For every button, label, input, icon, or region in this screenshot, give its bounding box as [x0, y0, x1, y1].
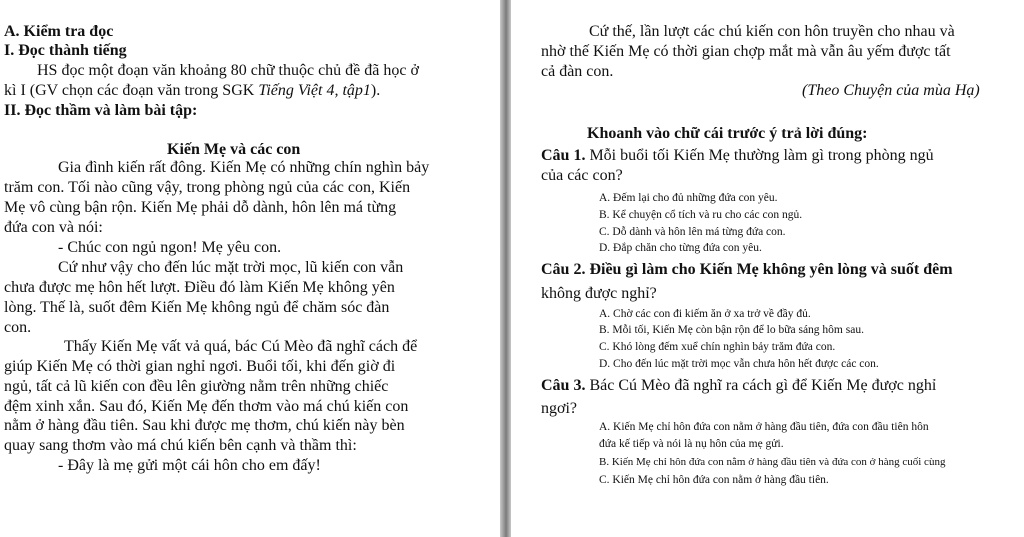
story-line: giúp Kiến Mẹ có thời gian nghỉ ngơi. Buổi tối, khi đến giờ đi	[4, 358, 396, 375]
q2-option-d: D. Cho đến lúc mặt trời mọc vẫn chưa hôn hết được các con.	[599, 358, 879, 370]
story-line: - Chúc con ngủ ngon! Mẹ yêu con.	[58, 239, 282, 256]
question-2-cont: không được nghỉ?	[541, 285, 657, 302]
q3-option-a: A. Kiến Mẹ chỉ hôn đứa con nằm ở hàng đầu tiên, đứa con đầu tiên hôn	[599, 421, 929, 433]
question-3-cont: ngơi?	[541, 400, 578, 417]
page-divider	[500, 0, 511, 537]
q2-option-a: A. Chờ các con đi kiếm ăn ở xa trở về đầy đủ.	[599, 308, 811, 320]
q2-option-b: B. Mỗi tối, Kiến Mẹ còn bận rộn để lo bữa sáng hôm sau.	[599, 324, 864, 336]
story-line: đệm xinh xắn. Sau đó, Kiến Mẹ đến thơm vào má chú kiến con	[4, 398, 409, 415]
story-source: (Theo Chuyện của mùa Hạ)	[802, 82, 980, 99]
right-page	[511, 0, 1024, 537]
story-line: quay sang thơm vào má chú kiến bên cạnh và thầm thì:	[4, 437, 357, 454]
story-line: - Đây là mẹ gửi một cái hôn cho em đấy!	[58, 457, 321, 474]
story-line: Thấy Kiến Mẹ vất vả quá, bác Cú Mèo đã nghĩ cách để	[64, 338, 418, 355]
story-line: Mẹ vô cùng bận rộn. Kiến Mẹ phải dỗ dành, hôn lên má từng	[4, 199, 397, 216]
q3-option-c: C. Kiến Mẹ chỉ hôn đứa con nằm ở hàng đầu tiên.	[599, 474, 829, 486]
story-line: Gia đình kiến rất đông. Kiến Mẹ có những chín nghìn bảy	[58, 159, 430, 176]
section-a-heading: A. Kiểm tra đọc	[4, 23, 114, 40]
q1-option-c: C. Dỗ dành và hôn lên má từng đứa con.	[599, 226, 786, 238]
story-line: con.	[4, 319, 32, 336]
left-page	[0, 0, 500, 537]
story-line: ngủ, tất cả lũ kiến con đều lên giường nằm trên những chiếc	[4, 378, 389, 395]
question-2: Câu 2. Điều gì làm cho Kiến Mẹ không yên lòng và suốt đêm	[541, 261, 953, 278]
story-line: Cứ như vậy cho đến lúc mặt trời mọc, lũ kiến con vẫn	[58, 259, 404, 276]
q1-option-a: A. Đếm lại cho đủ những đứa con yêu.	[599, 192, 778, 204]
q2-option-c: C. Khó lòng đếm xuể chín nghìn bảy trăm đứa con.	[599, 341, 836, 353]
q3-option-a-cont: đứa kế tiếp và nói là nụ hôn của mẹ gửi.	[599, 438, 784, 450]
story-end-line: Cứ thế, lần lượt các chú kiến con hôn truyền cho nhau và	[589, 23, 955, 40]
story-end-line: cả đàn con.	[541, 63, 614, 80]
story-line: chưa được mẹ hôn hết lượt. Điều đó làm Kiến Mẹ không yên	[4, 279, 395, 296]
section-i-heading: I. Đọc thành tiếng	[4, 42, 127, 59]
story-line: đứa con và nói:	[4, 219, 103, 236]
q1-option-d: D. Đắp chăn cho từng đứa con yêu.	[599, 242, 762, 254]
q1-option-b: B. Kể chuyện cổ tích và ru cho các con ngủ.	[599, 209, 803, 221]
intro-line: HS đọc một đoạn văn khoảng 80 chữ thuộc chủ đề đã học ở	[37, 62, 419, 79]
intro-line: kì I (GV chọn các đoạn văn trong SGK Tiếng Việt 4, tập1).	[4, 82, 381, 99]
section-ii-heading: II. Đọc thầm và làm bài tập:	[4, 102, 198, 119]
question-1: Câu 1. Mỗi buổi tối Kiến Mẹ thường làm gì trong phòng ngủ	[541, 147, 934, 164]
question-1-cont: của các con?	[541, 167, 623, 184]
story-line: trăm con. Tối nào cũng vậy, trong phòng ngủ của các con, Kiến	[4, 179, 411, 196]
instruction: Khoanh vào chữ cái trước ý trả lời đúng:	[587, 125, 868, 142]
story-line: lòng. Thế là, suốt đêm Kiến Mẹ không ngủ để chăm sóc đàn	[4, 299, 390, 316]
story-title: Kiến Mẹ và các con	[167, 141, 301, 158]
q3-option-b: B. Kiến Mẹ chỉ hôn đứa con nằm ở hàng đầu tiên và đứa con ở hàng cuối cùng	[599, 456, 946, 468]
story-end-line: nhờ thế Kiến Mẹ có thời gian chợp mắt mà vẫn âu yếm được tất	[541, 43, 951, 60]
question-3: Câu 3. Bác Cú Mèo đã nghĩ ra cách gì để Kiến Mẹ được nghỉ	[541, 377, 937, 394]
story-line: nằm ở hàng đầu tiên. Sau khi được mẹ thơm, chú kiến này bèn	[4, 417, 405, 434]
